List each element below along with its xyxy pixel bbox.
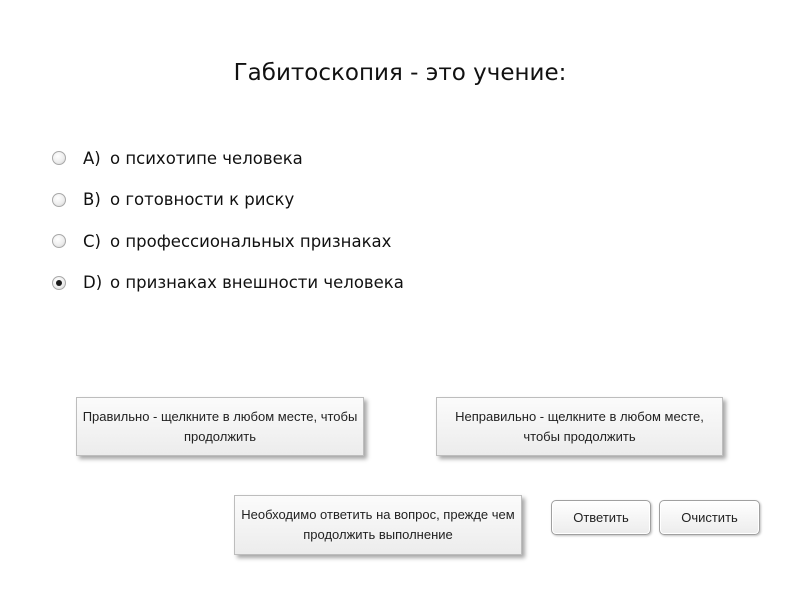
correct-feedback-box[interactable]: Правильно - щелкните в любом месте, чтобы продолжить — [76, 397, 364, 456]
incorrect-feedback-box[interactable]: Неправильно - щелкните в любом месте, чтобы продолжить — [436, 397, 723, 456]
radio-button-icon[interactable] — [52, 151, 66, 165]
option-label: о психотипе человека — [110, 148, 303, 168]
question-title: Габитоскопия - это учение: — [233, 60, 567, 86]
radio-button-icon[interactable] — [52, 193, 66, 207]
option-label: о признаках внешности человека — [110, 273, 404, 292]
answer-options — [52, 146, 404, 312]
radio-button-icon[interactable] — [52, 276, 66, 290]
option-letter: D) — [83, 273, 103, 292]
answer-required-message: Необходимо ответить на вопрос, прежде чем продолжить выполнение — [234, 495, 522, 555]
option-c[interactable] — [52, 229, 404, 253]
clear-button[interactable]: Очистить — [659, 500, 760, 535]
submit-button[interactable]: Ответить — [551, 500, 651, 535]
option-letter: C) — [83, 231, 101, 251]
option-b[interactable] — [52, 188, 404, 212]
option-label: о готовности к риску — [110, 190, 295, 209]
radio-button-icon[interactable] — [52, 234, 66, 248]
option-letter: A) — [83, 148, 101, 168]
option-d[interactable] — [52, 271, 404, 295]
option-letter: B) — [83, 190, 101, 209]
option-a[interactable] — [52, 146, 404, 170]
option-label: о профессиональных признаках — [110, 231, 392, 251]
